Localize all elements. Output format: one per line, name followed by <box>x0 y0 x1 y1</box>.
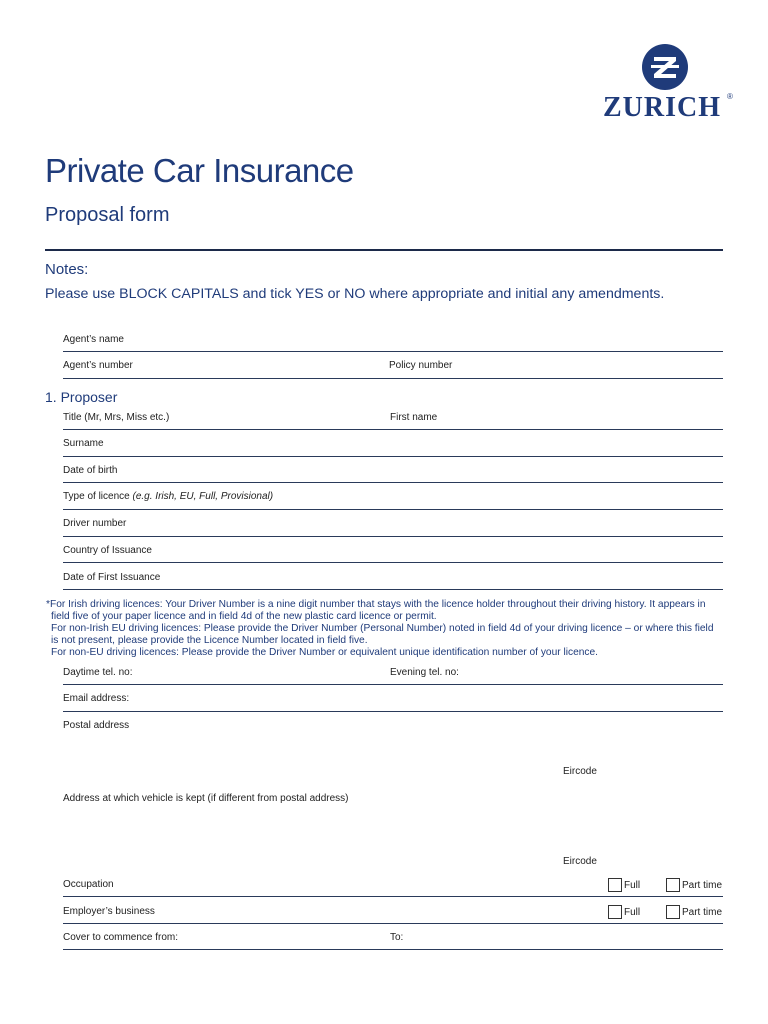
zurich-wordmark: ZURICH <box>603 92 722 123</box>
first-issuance-field[interactable] <box>63 589 723 590</box>
cover-from-label: Cover to commence from: <box>63 932 179 943</box>
country-field[interactable] <box>63 562 723 563</box>
cover-to-label: To: <box>390 932 404 943</box>
daytime-tel-label: Daytime tel. no: <box>63 667 133 678</box>
eircode-vehicle-label: Eircode <box>563 856 597 867</box>
first-name-label: First name <box>390 412 438 423</box>
email-field[interactable] <box>63 711 723 712</box>
occupation-part-time-checkbox[interactable] <box>666 878 680 892</box>
occupation-full-label: Full <box>624 880 641 891</box>
footnote-line-2: field five of your paper licence and in field 4d of the new plastic card licence or permit. <box>51 611 437 622</box>
licence-type-field[interactable] <box>63 509 723 510</box>
surname-field[interactable] <box>63 456 723 457</box>
dob-field[interactable] <box>63 482 723 483</box>
employer-field[interactable] <box>63 923 723 924</box>
title-divider <box>45 249 723 251</box>
occupation-full-checkbox[interactable] <box>608 878 622 892</box>
dob-label: Date of birth <box>63 465 118 476</box>
notes-text: Please use BLOCK CAPITALS and tick YES or NO where appropriate and initial any amendments. <box>45 286 665 302</box>
surname-label: Surname <box>63 438 104 449</box>
postal-address-label: Postal address <box>63 720 130 731</box>
agent-number-field[interactable] <box>63 378 723 379</box>
cover-field[interactable] <box>63 949 723 950</box>
vehicle-address-label: Address at which vehicle is kept (if different from postal address) <box>63 793 349 804</box>
agent-name-label: Agent’s name <box>63 334 124 345</box>
section-proposer-title: 1. Proposer <box>45 389 118 405</box>
occupation-field[interactable] <box>63 896 723 897</box>
policy-number-label: Policy number <box>389 360 453 371</box>
notes-heading: Notes: <box>45 261 89 278</box>
agent-name-field[interactable] <box>63 351 723 352</box>
footnote-line-3: For non-Irish EU driving licences: Please provide the Driver Number (Personal Number) noted in field 4d of your driving licence – or where this field <box>51 623 714 634</box>
eircode-label: Eircode <box>563 766 597 777</box>
evening-tel-label: Evening tel. no: <box>390 667 459 678</box>
employer-full-checkbox[interactable] <box>608 905 622 919</box>
driver-number-label: Driver number <box>63 518 127 529</box>
licence-type-label: Type of licence (e.g. Irish, EU, Full, Provisional) <box>63 491 274 502</box>
occupation-part-time-label: Part time <box>682 880 723 891</box>
zurich-logo-mark <box>642 44 688 90</box>
footnote-line-4: is not present, please provide the Licence Number located in field five. <box>51 635 368 646</box>
footnote-line-1: *For Irish driving licences: Your Driver Number is a nine digit number that stays with the licence holder throughout their driving history. It appears in <box>46 599 706 610</box>
first-issuance-label: Date of First Issuance <box>63 572 161 583</box>
country-label: Country of Issuance <box>63 545 152 556</box>
employer-full-label: Full <box>624 907 641 918</box>
employer-part-time-checkbox[interactable] <box>666 905 680 919</box>
title-label: Title (Mr, Mrs, Miss etc.) <box>63 412 170 423</box>
footnote-line-5: For non-EU driving licences: Please provide the Driver Number or equivalent unique identification number of your licence. <box>51 647 599 658</box>
email-label: Email address: <box>63 693 130 704</box>
driver-number-field[interactable] <box>63 536 723 537</box>
title-field[interactable] <box>63 429 723 430</box>
agent-number-label: Agent’s number <box>63 360 133 371</box>
page-subtitle: Proposal form <box>45 204 170 226</box>
tel-field[interactable] <box>63 684 723 685</box>
licence-type-hint: (e.g. Irish, EU, Full, Provisional) <box>132 491 274 502</box>
registered-mark: ® <box>727 92 733 101</box>
employer-label: Employer’s business <box>63 906 155 917</box>
occupation-label: Occupation <box>63 879 114 890</box>
employer-part-time-label: Part time <box>682 907 723 918</box>
page-title: Private Car Insurance <box>45 152 354 189</box>
